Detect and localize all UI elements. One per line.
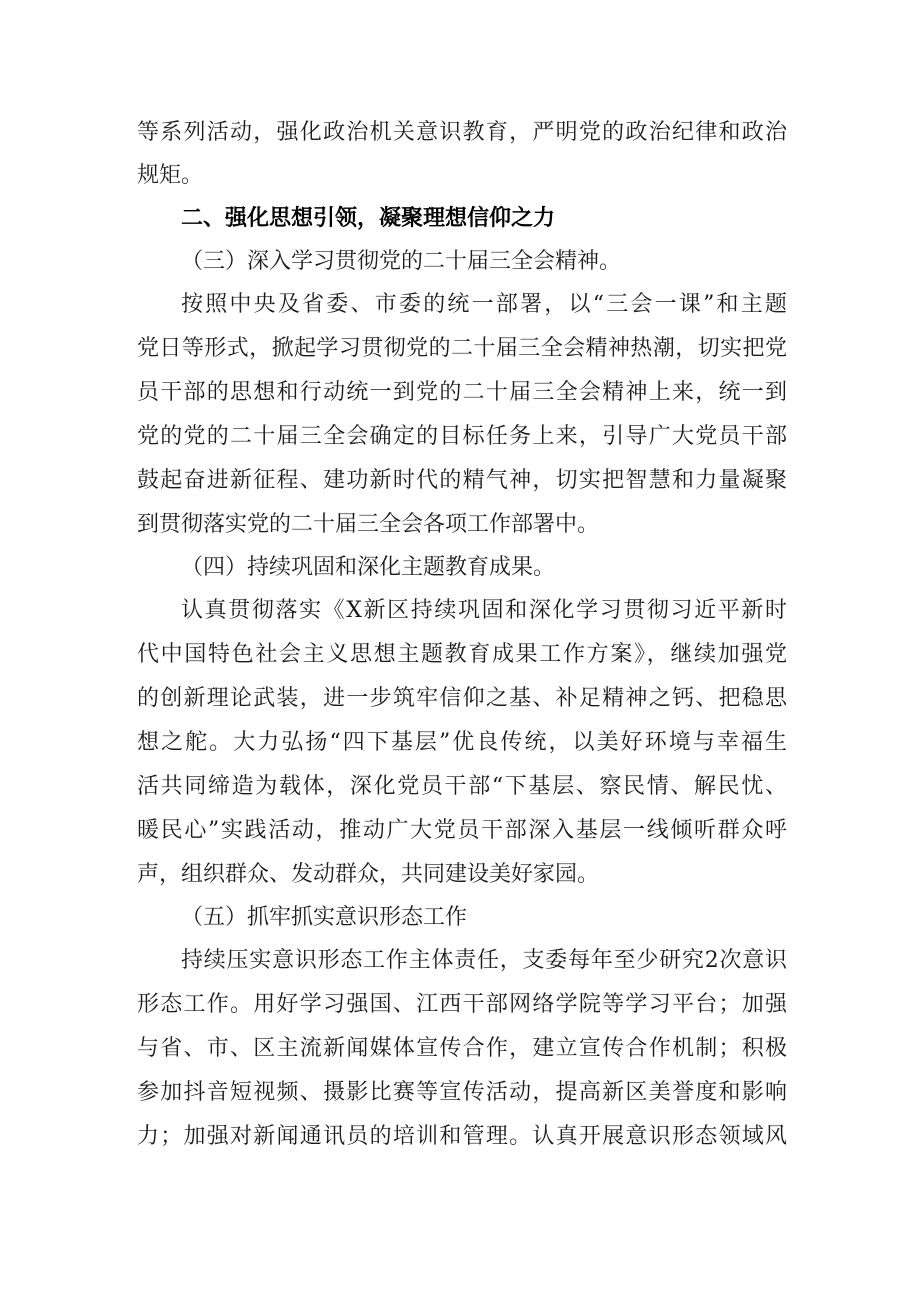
paragraph-line: 党日等形式，掀起学习贯彻党的二十届三全会精神热潮，切实把党 — [137, 336, 787, 361]
paragraph-line: 持续压实意识形态工作主体责任，支委每年至少研究2次意识 — [181, 948, 787, 973]
paragraph-line: 等系列活动，强化政治机关意识教育，严明党的政治纪律和政治 — [137, 120, 787, 145]
paragraph-line: 与省、市、区主流新闻媒体宣传合作，建立宣传合作机制；积极 — [137, 1036, 787, 1061]
paragraph-line: 员干部的思想和行动统一到党的二十届三全会精神上来，统一到 — [137, 380, 787, 405]
paragraph-line: 活共同缔造为载体，深化党员干部“下基层、察民情、解民忧、 — [137, 774, 787, 799]
paragraph-line: 代中国特色社会主义思想主题教育成果工作方案》，继续加强党 — [137, 642, 787, 667]
paragraph-line: 想之舵。大力弘扬“四下基层”优良传统，以美好环境与幸福生 — [137, 730, 787, 755]
paragraph-line: 声，组织群众、发动群众，共同建设美好家园。 — [137, 862, 600, 887]
paragraph-line: 参加抖音短视频、摄影比赛等宣传活动，提高新区美誉度和影响 — [137, 1080, 787, 1105]
paragraph-line: 到贯彻落实党的二十届三全会各项工作部署中。 — [137, 512, 600, 537]
paragraph-line: 力；加强对新闻通讯员的培训和管理。认真开展意识形态领域风 — [137, 1124, 787, 1149]
subsection-title: （五）抓牢抓实意识形态工作 — [181, 905, 468, 930]
paragraph-line: 党的党的二十届三全会确定的目标任务上来，引导广大党员干部 — [137, 424, 787, 449]
paragraph-line: 形态工作。用好学习强国、江西干部网络学院等学习平台；加强 — [137, 992, 787, 1017]
paragraph-line: 鼓起奋进新征程、建功新时代的精气神，切实把智慧和力量凝聚 — [137, 468, 787, 493]
paragraph-line: 规矩。 — [137, 163, 204, 188]
subsection-title: （四）持续巩固和深化主题教育成果。 — [181, 555, 556, 580]
subsection-title: （三）深入学习贯彻党的二十届三全会精神。 — [181, 249, 622, 274]
paragraph-line: 的创新理论武装，进一步筑牢信仰之基、补足精神之钙、把稳思 — [137, 686, 787, 711]
paragraph-line: 认真贯彻落实《X新区持续巩固和深化学习贯彻习近平新时 — [181, 598, 787, 623]
paragraph-line: 暖民心”实践活动，推动广大党员干部深入基层一线倾听群众呼 — [137, 818, 787, 843]
paragraph-line: 按照中央及省委、市委的统一部署，以“三会一课”和主题 — [181, 292, 787, 317]
section-heading: 二、强化思想引领，凝聚理想信仰之力 — [181, 206, 556, 231]
